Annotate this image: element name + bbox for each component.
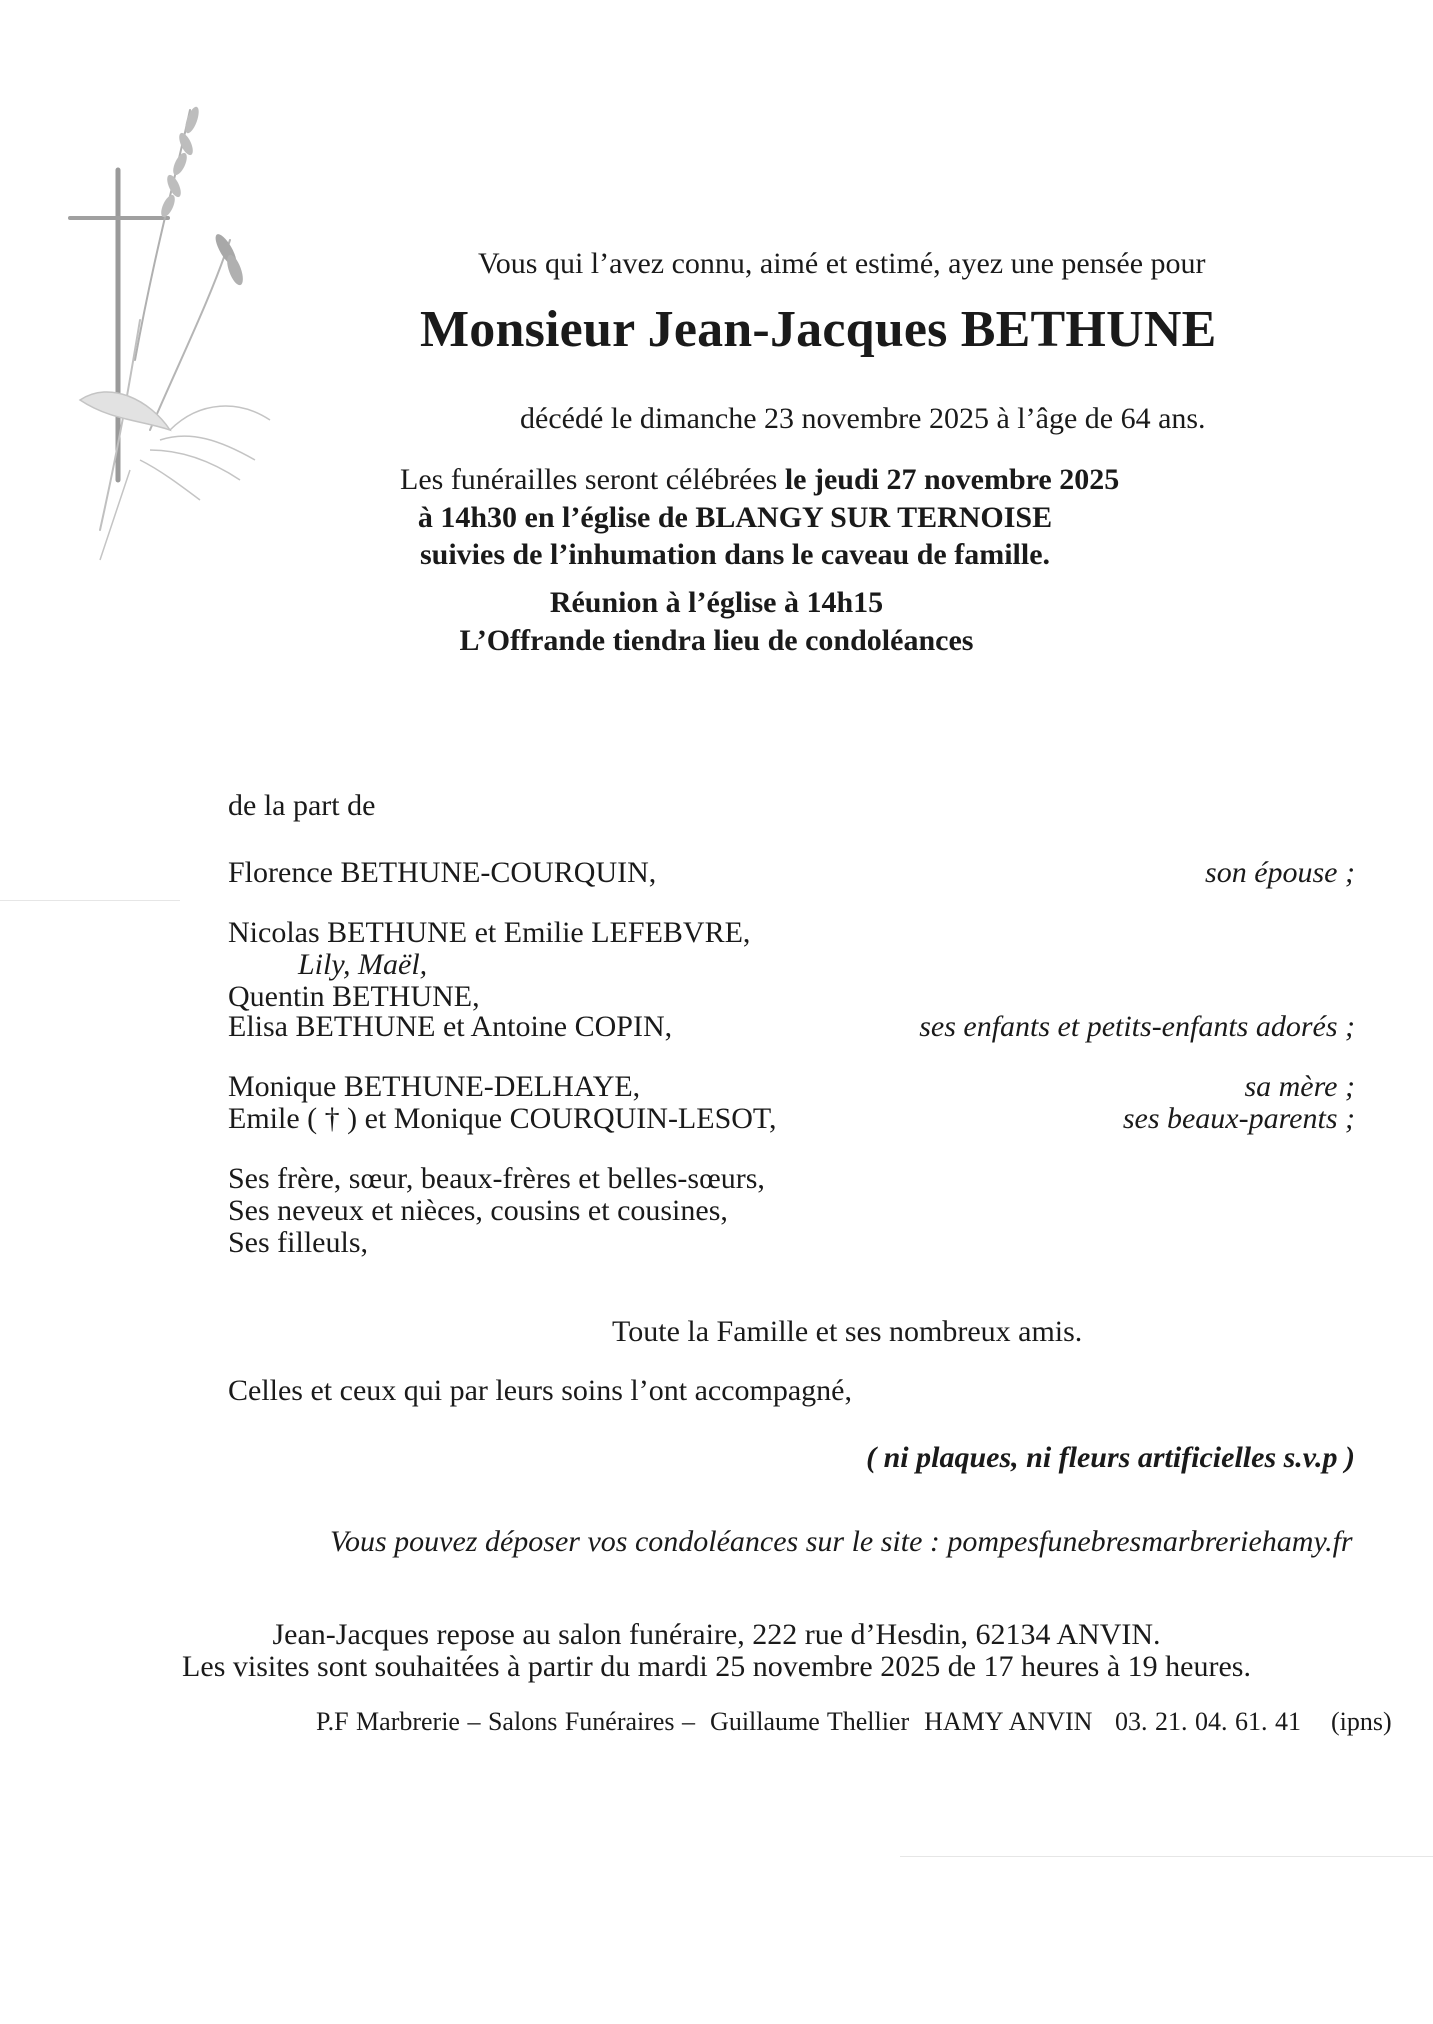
funeral-line-3: suivies de l’inhumation dans le caveau de famille. xyxy=(419,538,1051,571)
celles-et-ceux: Celles et ceux qui par leurs soins l’ont accompagné, xyxy=(228,1374,852,1407)
visites-horaires: Les visites sont souhaitées à partir du mardi 25 novembre 2025 de 17 heures à 19 heures. xyxy=(182,1650,1251,1683)
family-quentin: Quentin BETHUNE, xyxy=(228,980,480,1013)
faint-rule-left xyxy=(0,900,180,901)
funeral-details xyxy=(400,461,1120,574)
family-freres-soeurs: Ses frère, sœur, beaux-frères et belles-sœurs, xyxy=(228,1162,765,1195)
de-la-part-de: de la part de xyxy=(228,789,376,822)
family-filleuls: Ses filleuls, xyxy=(228,1226,368,1259)
family-petits-enfants: Lily, Maël, xyxy=(298,948,428,981)
ni-plaques-note: ( ni plaques, ni fleurs artificielles s.v.p ) xyxy=(866,1441,1355,1474)
family-nicolas: Nicolas BETHUNE et Emilie LEFEBVRE, xyxy=(228,916,751,949)
emile-name-end: ) et Monique COURQUIN-LESOT, xyxy=(339,1102,777,1135)
footer-line xyxy=(316,1707,1392,1737)
role-enfants: ses enfants et petits-enfants adorés ; xyxy=(919,1010,1355,1043)
family-emile xyxy=(228,1100,777,1138)
funeral-line-1 xyxy=(400,461,1120,499)
footer-tag: (ipns) xyxy=(1330,1707,1392,1736)
toute-la-famille: Toute la Famille et ses nombreux amis. xyxy=(612,1315,1083,1348)
family-neveux: Ses neveux et nièces, cousins et cousines, xyxy=(228,1194,728,1227)
family-monique: Monique BETHUNE-DELHAYE, xyxy=(228,1070,641,1103)
reunion-details xyxy=(0,584,1433,659)
reunion-line-1: Réunion à l’église à 14h15 xyxy=(549,586,884,619)
cross-wheat-ornament-icon xyxy=(40,100,280,580)
emile-name-start: Emile ( xyxy=(228,1102,325,1135)
footer-phone: 03. 21. 04. 61. 41 xyxy=(1114,1707,1301,1736)
salon-funeraire: Jean-Jacques repose au salon funéraire, 222 rue d’Hesdin, 62134 ANVIN. xyxy=(272,1618,1161,1651)
intro-text: Vous qui l’avez connu, aimé et estimé, ayez une pensée pour xyxy=(478,247,1206,280)
condoleances-site: Vous pouvez déposer vos condoléances sur le site : pompesfunebresmarbreriehamy.fr xyxy=(330,1525,1353,1558)
cross-icon: † xyxy=(324,1102,340,1135)
role-beaux-parents: ses beaux-parents ; xyxy=(1122,1102,1355,1135)
family-elisa: Elisa BETHUNE et Antoine COPIN, xyxy=(228,1010,673,1043)
funeral-line-2: à 14h30 en l’église de BLANGY SUR TERNOISE xyxy=(417,500,1053,534)
footer-company: P.F Marbrerie – Salons Funéraires – Guillaume Thellier HAMY ANVIN xyxy=(316,1707,1093,1736)
funeral-date: le jeudi 27 novembre 2025 xyxy=(784,463,1120,496)
family-florence: Florence BETHUNE-COURQUIN, xyxy=(228,856,657,889)
role-mere: sa mère ; xyxy=(1244,1070,1355,1103)
role-epouse: son épouse ; xyxy=(1205,856,1355,889)
deceased-name-title: Monsieur Jean-Jacques BETHUNE xyxy=(420,301,1217,358)
faint-rule-bottom xyxy=(900,1856,1433,1857)
reunion-line-2: L’Offrande tiendra lieu de condoléances xyxy=(459,623,974,657)
funeral-line-1-regular: Les funérailles seront célébrées xyxy=(400,463,785,496)
death-date-text: décédé le dimanche 23 novembre 2025 à l’âge de 64 ans. xyxy=(520,402,1206,435)
